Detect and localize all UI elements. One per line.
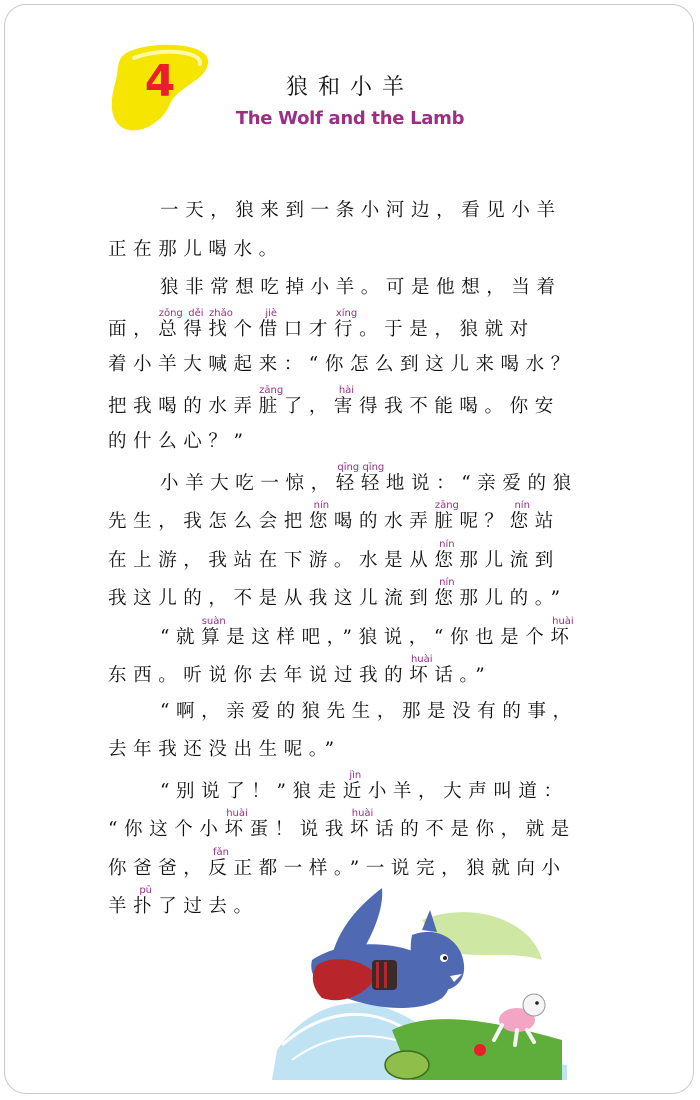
text-segment: 。于是，狼就对	[359, 318, 535, 340]
text-segment: 话的不是你，就是	[375, 819, 576, 840]
text-segment: 那儿流到	[459, 549, 560, 571]
pinyin-annotated-char: 得děi	[183, 307, 209, 340]
text-segment: 东西。听说你去年说过我的	[108, 665, 410, 686]
text-segment: 羊	[108, 896, 134, 917]
text-segment: 正都一样。”一说完，狼就向小	[233, 857, 567, 879]
text-line	[108, 308, 596, 347]
text-segment: 话。”	[434, 665, 492, 686]
pinyin-annotated-char: 找zhǎo	[208, 307, 234, 340]
text-line	[108, 231, 596, 270]
text-segment: 你爸爸，	[108, 857, 209, 879]
text-segment: 个	[233, 318, 259, 340]
text-segment: 蛋！说我	[249, 819, 350, 840]
text-segment: 狼非常想吃掉小羊。可是他想，当着	[160, 277, 562, 298]
text-line	[108, 616, 596, 655]
pinyin-annotated-char: 您nín	[434, 577, 460, 609]
text-segment: 呢？	[459, 511, 510, 532]
text-line	[108, 539, 596, 578]
pinyin-annotated-char: 坏huài	[349, 808, 376, 840]
text-segment: 得我不能喝。你安	[359, 395, 560, 417]
story-text	[108, 192, 596, 924]
page-title: 狼和小羊	[285, 75, 414, 100]
pinyin-annotated-char: 反fǎn	[208, 846, 234, 879]
pinyin-annotated-char: 算suàn	[201, 615, 227, 648]
text-line	[108, 192, 596, 231]
pinyin-annotated-char: 借jiè	[258, 307, 284, 340]
text-segment: 喝的水弄	[333, 511, 435, 532]
text-line	[108, 423, 596, 462]
text-segment: 着小羊大喊起来：“你怎么到这儿来喝水？	[108, 354, 576, 375]
pinyin-annotated-char: 轻qīng	[360, 461, 386, 494]
pinyin-annotated-char: 近jìn	[342, 769, 368, 802]
pinyin-annotated-char: 坏huài	[550, 615, 576, 648]
pinyin-annotated-char: 脏zāng	[258, 384, 284, 417]
text-segment: 了，	[283, 395, 334, 417]
text-line	[108, 770, 596, 809]
text-segment: 了过去。	[158, 896, 259, 917]
text-segment: 的什么心？”	[108, 431, 250, 452]
pinyin-annotated-char: 总zǒng	[158, 307, 184, 340]
text-segment: 面，	[108, 318, 159, 340]
pinyin-annotated-char: 坏huài	[224, 808, 250, 840]
text-line	[108, 577, 596, 616]
text-line	[108, 385, 596, 424]
text-segment: 去年我还没出生呢。”	[108, 739, 341, 760]
pinyin-annotated-char: 您nín	[308, 500, 334, 532]
text-segment: 那儿的。”	[459, 588, 567, 609]
pinyin-annotated-char: 您nín	[509, 500, 535, 532]
pinyin-annotated-char: 坏huài	[409, 654, 435, 686]
text-segment: 一天，狼来到一条小河边，看见小羊	[160, 200, 562, 221]
text-line	[108, 808, 596, 847]
text-line	[108, 346, 596, 385]
text-segment: 正在那儿喝水。	[108, 238, 284, 260]
pinyin-annotated-char: 扑pū	[133, 885, 159, 917]
text-segment: 小羊，大声叫道：	[367, 780, 569, 802]
text-line	[108, 269, 596, 308]
pinyin-annotated-char: 您nín	[434, 538, 460, 571]
text-segment: 把我喝的水弄	[108, 395, 259, 417]
text-segment: 我这儿的，不是从我这儿流到	[108, 588, 435, 609]
page-subtitle-english: The Wolf and the Lamb	[235, 108, 465, 129]
text-segment: “啊，亲爱的狼先生，那是没有的事，	[160, 700, 578, 722]
text-segment: “就	[160, 626, 202, 648]
pinyin-annotated-char: 脏zāng	[434, 500, 460, 532]
text-line	[108, 500, 596, 539]
pinyin-annotated-char: 行xíng	[333, 307, 360, 340]
lesson-number: 4	[144, 56, 176, 107]
text-line	[108, 693, 596, 732]
text-segment: “你这个小	[108, 819, 225, 840]
text-segment: 地说：“亲爱的狼	[385, 472, 578, 494]
lesson-number-badge	[108, 44, 212, 136]
text-segment: 站	[534, 511, 560, 532]
text-segment: 口才	[283, 318, 334, 340]
text-line	[108, 462, 596, 501]
pinyin-annotated-char: 害hài	[333, 384, 360, 417]
text-line	[108, 654, 596, 693]
wolf-chasing-lamb-illustration	[272, 880, 572, 1080]
text-segment: 是这样吧，”狼说，“你也是个	[226, 626, 551, 648]
text-line	[108, 731, 596, 770]
text-segment: 在上游，我站在下游。水是从	[108, 549, 435, 571]
text-segment: “别说了！”狼走	[160, 780, 343, 802]
text-segment: 先生，我怎么会把	[108, 511, 309, 532]
text-segment: 小羊大吃一惊，	[160, 472, 336, 494]
pinyin-annotated-char: 轻qīng	[335, 461, 361, 494]
